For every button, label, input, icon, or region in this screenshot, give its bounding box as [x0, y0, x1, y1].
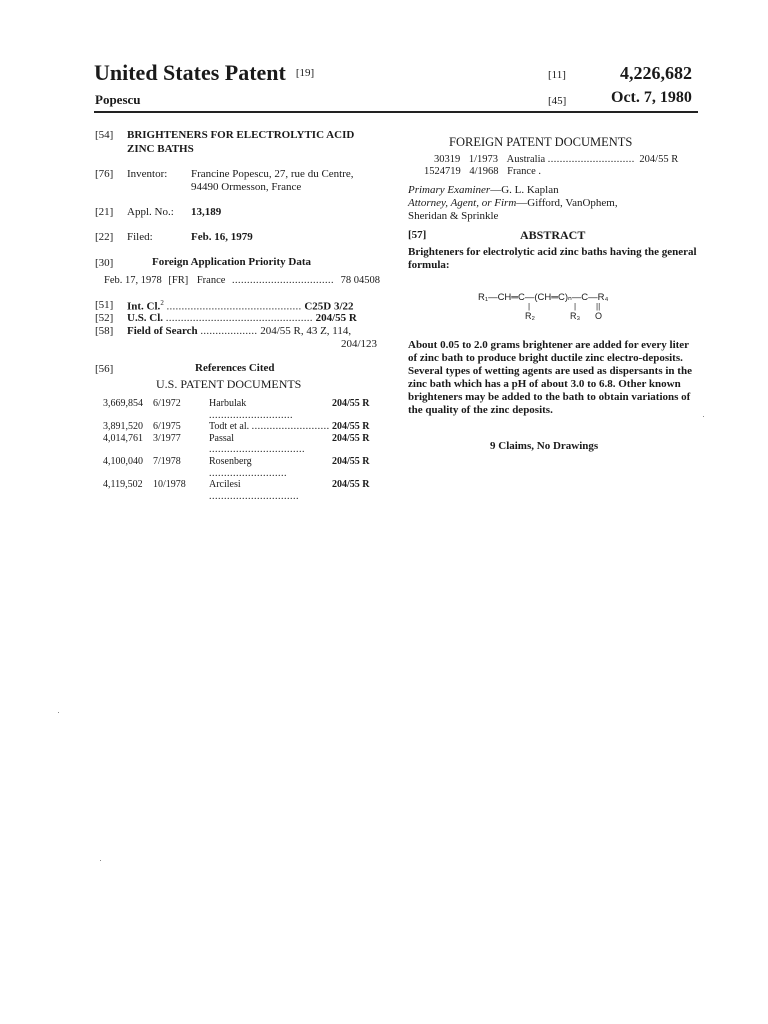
- foreign-doc-number: 1524719: [424, 166, 461, 177]
- inventor-line2: 94490 Ormesson, France: [191, 181, 302, 193]
- inventor-code: [76]: [95, 168, 114, 180]
- int-cl-dots: .............................................: [166, 301, 302, 313]
- table-row: [103, 479, 382, 502]
- field-search-value2: 204/123: [341, 338, 378, 350]
- ref-class: 204/55 R: [332, 398, 370, 409]
- foreign-doc-date: 4/1968: [469, 166, 499, 177]
- ref-name-cell: [209, 421, 332, 433]
- foreign-doc-row: [424, 166, 541, 177]
- foreign-doc-country: Australia: [506, 154, 546, 165]
- ref-name-cell: [209, 433, 332, 456]
- us-cl-dots: .................................................: [165, 313, 313, 324]
- patent-number-code: [11]: [548, 69, 566, 81]
- patent-title-text: United States Patent: [94, 60, 286, 85]
- scan-speck: [703, 416, 704, 417]
- formula-bond-2: |: [574, 302, 577, 311]
- formula-r2: R₂: [525, 311, 535, 321]
- abstract-intro: Brighteners for electrolytic acid zinc baths having the general formula:: [408, 246, 697, 271]
- ref-class: 204/55 R: [332, 455, 370, 467]
- ref-number: 4,014,761: [103, 432, 143, 444]
- int-cl-value: C25D 3/22: [304, 300, 354, 313]
- invention-title-line2: ZINC BATHS: [127, 143, 194, 155]
- examiner-line: [408, 184, 559, 196]
- inventor-label: Inventor:: [127, 168, 168, 180]
- attorney-label: Attorney, Agent, or Firm: [408, 197, 517, 209]
- ref-name-cell: [209, 398, 332, 421]
- patent-date: Oct. 7, 1980: [611, 89, 692, 106]
- scan-speck: [100, 860, 101, 861]
- formula-double-bond: ||: [596, 302, 601, 311]
- scan-speck: [58, 712, 59, 713]
- inventor-line1: [191, 168, 354, 180]
- int-cl-label: Int. Cl.: [127, 300, 161, 313]
- attorney-line2: Sheridan & Sprinkle: [408, 210, 499, 222]
- ref-name: Passal: [209, 432, 234, 444]
- table-row: [103, 433, 382, 456]
- filed-code: [22]: [95, 231, 114, 243]
- ref-number: 4,100,040: [103, 455, 143, 467]
- abstract-heading: ABSTRACT: [520, 228, 586, 242]
- ref-dots: ..........................: [209, 467, 287, 479]
- field-search-value1: 204/55 R, 43 Z, 114,: [260, 325, 352, 337]
- ref-class: 204/55 R: [332, 421, 370, 433]
- title-code: [54]: [95, 129, 114, 141]
- ref-name: Arcilesi: [209, 479, 241, 491]
- us-cl-code: [52]: [95, 312, 114, 324]
- foreign-priority-date: Feb. 17, 1978: [104, 275, 162, 286]
- chemical-formula: R₁—CH═C—(CH═C)ₙ—C—R₄: [478, 292, 609, 303]
- formula-bond-1: |: [528, 302, 531, 311]
- abstract-code: [57]: [408, 229, 427, 241]
- filed-label: Filed:: [127, 231, 153, 243]
- ref-name-cell: [209, 456, 332, 479]
- foreign-priority-number: 78 04508: [340, 275, 381, 286]
- title-ref-code: [19]: [295, 67, 315, 79]
- ref-number: 3,891,520: [103, 421, 143, 433]
- foreign-doc-dots: .............................: [547, 154, 635, 165]
- ref-date: 6/1975: [153, 421, 181, 433]
- foreign-priority-dots: ..................................: [232, 275, 335, 286]
- us-cl-row: [127, 312, 357, 324]
- ref-name: Rosenberg: [209, 455, 252, 467]
- ref-dots: ..........................: [251, 421, 330, 433]
- examiner-label: Primary Examiner: [408, 184, 491, 196]
- table-row: [103, 456, 382, 479]
- ref-name: Todt et al.: [209, 421, 250, 433]
- appl-code: [21]: [95, 206, 114, 218]
- patent-title: [94, 60, 314, 86]
- us-cl-value: 204/55 R: [315, 312, 357, 324]
- ref-class: 204/55 R: [332, 479, 370, 491]
- inventor-line1-text: Francine Popescu, 27, rue du Centre,: [191, 168, 354, 180]
- foreign-priority-heading: Foreign Application Priority Data: [152, 256, 311, 268]
- header-inventor-surname: Popescu: [95, 92, 141, 107]
- ref-name-cell: [209, 479, 332, 502]
- formula-r3: R₃: [570, 311, 581, 321]
- foreign-priority-country: France: [196, 275, 226, 286]
- ref-date: 10/1978: [153, 479, 186, 491]
- foreign-priority-row: [104, 275, 380, 286]
- appl-value: 13,189: [191, 206, 222, 218]
- ref-number: 4,119,502: [103, 479, 143, 491]
- foreign-priority-country-code: [FR]: [168, 275, 189, 286]
- int-cl-sup: 2: [160, 299, 164, 307]
- table-row: [103, 398, 382, 421]
- formula-oxygen: O: [595, 311, 603, 321]
- patent-number: 4,226,682: [620, 63, 692, 83]
- ref-dots: ............................: [209, 409, 293, 421]
- foreign-doc-country: France .: [507, 166, 541, 177]
- int-cl-code: [51]: [95, 299, 114, 311]
- foreign-priority-code: [30]: [95, 257, 114, 269]
- refs-heading: References Cited: [195, 362, 275, 374]
- int-cl-row: [127, 299, 354, 313]
- refs-code: [56]: [95, 363, 114, 375]
- field-search-dots: ...................: [200, 326, 258, 337]
- foreign-docs-heading: FOREIGN PATENT DOCUMENTS: [449, 135, 633, 149]
- foreign-doc-date: 1/1973: [468, 154, 499, 165]
- ref-date: 7/1978: [153, 455, 181, 467]
- header-rule: [94, 111, 698, 113]
- us-cl-label: U.S. Cl.: [127, 312, 164, 324]
- field-search-label: Field of Search: [127, 325, 198, 337]
- ref-date: 6/1972: [153, 398, 181, 409]
- claims-summary: 9 Claims, No Drawings: [490, 440, 599, 452]
- us-references-table: [103, 398, 382, 502]
- filed-value: Feb. 16, 1979: [191, 231, 253, 243]
- abstract-body: About 0.05 to 2.0 grams brightener are added for every liter of zinc bath to produce bright ductile zinc electro-deposits. Several types of wetting agents are used as dispersants in the zinc bath which has a pH of about 3.0 to 6.8. Other known brighteners may be added to the bath to obtain variations of the quality of the zinc deposits.: [408, 339, 692, 416]
- table-row: [103, 421, 382, 433]
- ref-dots: ..............................: [209, 490, 299, 502]
- attorney-value: —Gifford, VanOphem,: [516, 197, 618, 209]
- field-search-row: [127, 325, 351, 337]
- appl-label: Appl. No.:: [127, 206, 174, 218]
- refs-subheading: U.S. PATENT DOCUMENTS: [156, 377, 302, 391]
- examiner-value: —G. L. Kaplan: [490, 184, 559, 196]
- patent-date-code: [45]: [548, 95, 567, 107]
- foreign-doc-number: 30319: [434, 154, 461, 165]
- foreign-doc-class: 204/55 R: [639, 154, 679, 165]
- ref-date: 3/1977: [153, 432, 181, 444]
- ref-dots: ................................: [209, 444, 305, 456]
- attorney-line: [408, 197, 618, 209]
- foreign-doc-row: [434, 154, 678, 165]
- ref-number: 3,669,854: [103, 398, 143, 409]
- ref-class: 204/55 R: [332, 432, 370, 444]
- invention-title-line1: BRIGHTENERS FOR ELECTROLYTIC ACID: [127, 129, 355, 141]
- field-search-code: [58]: [95, 325, 114, 337]
- ref-name: Harbulak: [209, 398, 247, 409]
